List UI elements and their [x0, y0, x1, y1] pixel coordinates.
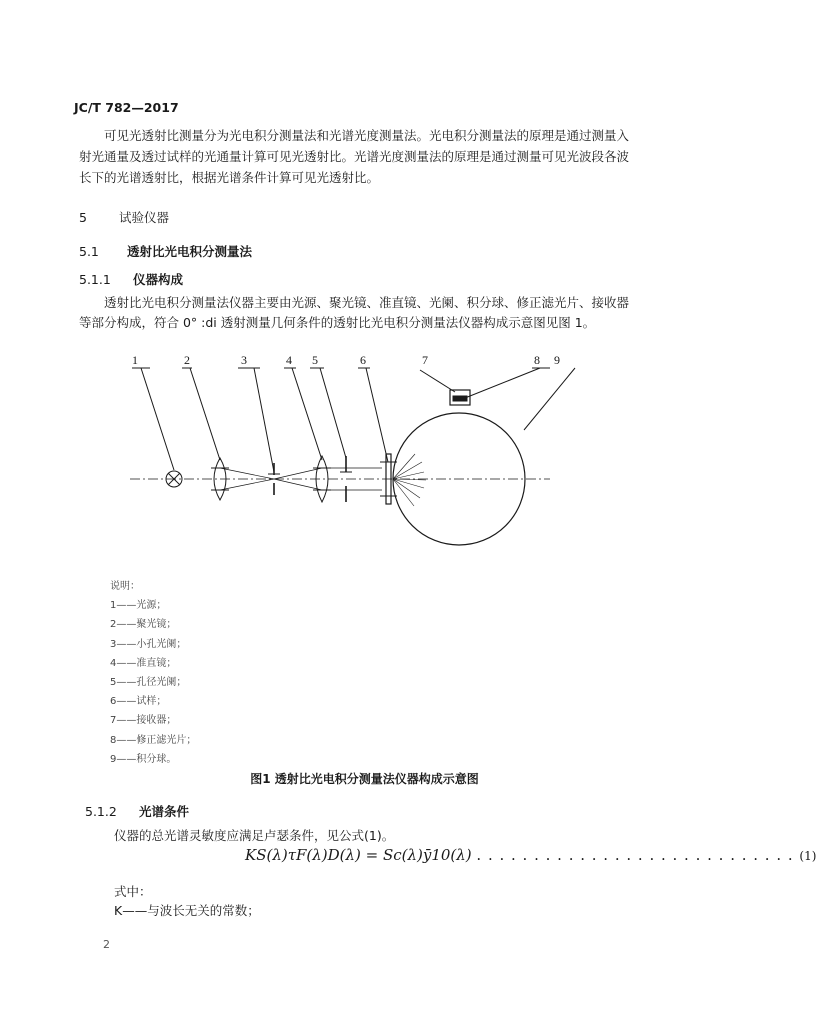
- leader-7: [420, 370, 455, 392]
- label-4: 4: [286, 353, 292, 367]
- formula-1: [245, 846, 816, 864]
- section-title: 光谱条件: [139, 804, 190, 819]
- page-number: 2: [103, 938, 110, 951]
- leader-5b: [320, 368, 346, 458]
- legend-item: 3——小孔光阑；: [110, 638, 187, 650]
- label-1: 1: [132, 353, 138, 367]
- section-title: 试验仪器: [119, 210, 170, 225]
- standard-code: JC/T 782—2017: [74, 100, 179, 115]
- ray-2: [220, 479, 274, 490]
- section-5-1-heading: [79, 242, 252, 260]
- section-title: 透射比光电积分测量法: [127, 244, 253, 259]
- leader-8: [465, 368, 540, 398]
- label-8: 8: [534, 353, 540, 367]
- section-5-heading: [79, 208, 169, 226]
- leader-1b: [141, 368, 174, 470]
- formula-number: (1): [799, 849, 816, 863]
- leader-2b: [190, 368, 220, 460]
- section-title: 仪器构成: [133, 272, 184, 287]
- label-6: 6: [360, 353, 366, 367]
- diffuse-rays: [393, 454, 426, 506]
- label-3: 3: [241, 353, 247, 367]
- ray-4: [274, 479, 322, 490]
- label-2: 2: [184, 353, 190, 367]
- legend-item: 4——准直镜；: [110, 657, 177, 669]
- legend-item: 2——聚光镜；: [110, 619, 177, 631]
- leader-9: [524, 368, 575, 430]
- section-5-1-1-heading: [79, 270, 183, 288]
- section-5-1-2-heading: [85, 802, 189, 820]
- ray-3: [274, 468, 322, 479]
- legend-item: 9——积分球。: [110, 753, 177, 765]
- leader-6b: [366, 368, 388, 462]
- intro-paragraph-text: 可见光透射比测量分为光电积分测量法和光谱光度测量法。光电积分测量法的原理是通过测量入射光通量及透过试样的光通量计算可见光透射比。光谱光度测量法的原理是通过测量可见光波段各波长下的光谱透射比，根据光谱条件计算可见光透射比。: [79, 128, 630, 185]
- ray-1: [220, 468, 274, 479]
- where-item: K——与波长无关的常数；: [114, 903, 260, 918]
- legend-item: 5——孔径光阑；: [110, 677, 187, 689]
- figure-caption: 图1 透射比光电积分测量法仪器构成示意图: [250, 772, 479, 786]
- leader-3b: [254, 368, 274, 472]
- formula-leader-dots: . . . . . . . . . . . . . . . . . . . . . . . . . . . .: [476, 846, 800, 864]
- legend-item: 7——接收器；: [110, 715, 177, 727]
- section-5-1-1-paragraph: [79, 293, 639, 333]
- paragraph-text: 透射比光电积分测量法仪器主要由光源、聚光镜、准直镜、光阑、积分球、修正滤光片、接收器等部分构成，符合 0° :di 透射测量几何条件的透射比光电积分测量法仪器构成示意图见图 1。: [79, 295, 630, 330]
- legend-title: 说明：: [110, 581, 140, 592]
- label-9: 9: [554, 353, 560, 367]
- legend-item: 6——试样；: [110, 696, 167, 708]
- legend-item: 8——修正滤光片；: [110, 734, 197, 746]
- formula-expression: KS(λ)τF(λ)D(λ) = Sc(λ)ȳ10(λ): [245, 846, 472, 864]
- section-5-1-2-paragraph: 仪器的总光谱灵敏度应满足卢瑟条件，见公式(1)。: [114, 828, 395, 843]
- section-number: 5.1.2: [85, 804, 117, 819]
- where-label: 式中：: [114, 884, 152, 899]
- figure-legend: [110, 577, 196, 769]
- intro-paragraph: [79, 125, 639, 188]
- section-number: 5: [79, 210, 87, 225]
- label-7: 7: [422, 353, 428, 367]
- leader-4b: [292, 368, 322, 460]
- instrument-diagram: [110, 350, 560, 550]
- legend-item: 1——光源；: [110, 600, 167, 612]
- label-5: 5: [312, 353, 318, 367]
- section-number: 5.1.1: [79, 272, 111, 287]
- section-number: 5.1: [79, 244, 99, 259]
- correction-filter: [453, 396, 467, 401]
